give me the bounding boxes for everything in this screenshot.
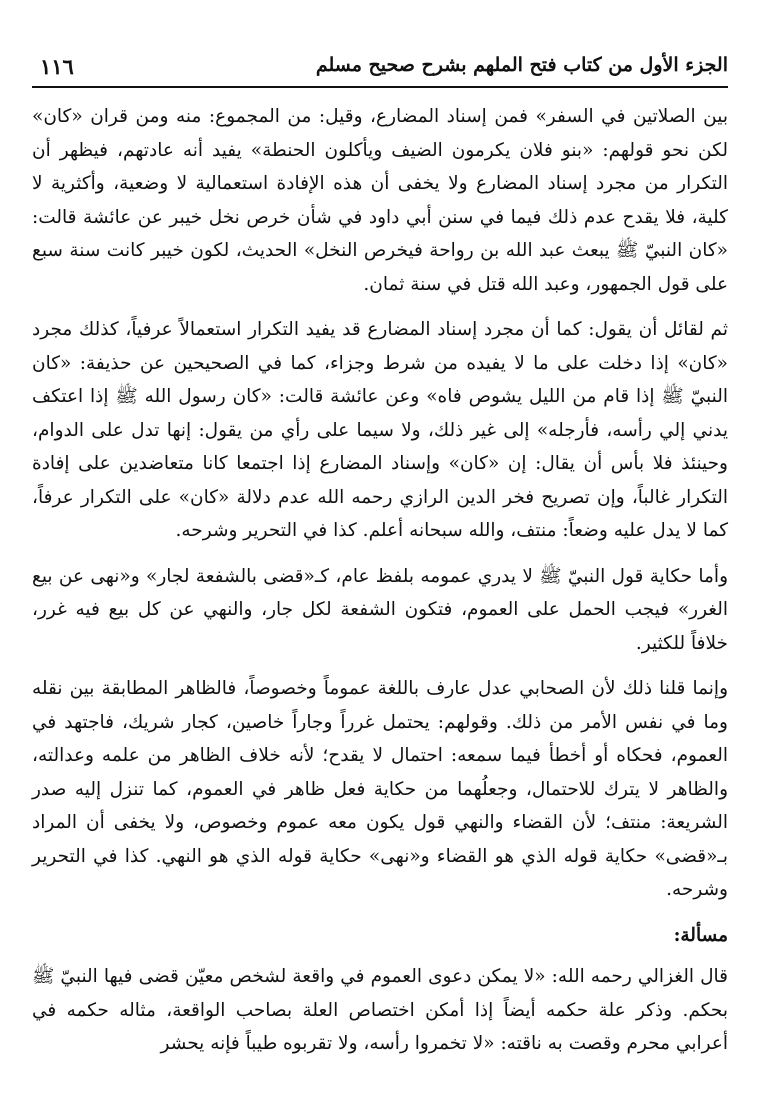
page-body xyxy=(32,100,728,1061)
paragraph: وأما حكاية قول النبيّ ﷺ لا يدري عمومه بلفظ عام، كـ«قضى بالشفعة لجار» و«نهى عن بيع الغرر» فيجب الحمل على العموم، فتكون الشفعة لكل جار، والنهي عن كل بيع فيه غرر، خلافاً للكثير. xyxy=(32,565,728,654)
paragraph: ثم لقائل أن يقول: كما أن مجرد إسناد المضارع قد يفيد التكرار استعمالاً عرفياً، كذلك مجرد «كان» إذا دخلت على ما لا يفيده من شرط وجزاء، كما في الصحيحين عن حذيفة: «كان النبيّ ﷺ إذا قام من الليل يشوص فاه» وعن عائشة قالت: «كان رسول الله ﷺ إذا اعتكف يدني إلي رأسه، فأرجله» إلى غير ذلك، ولا سيما على رأي من يقول: إنها تدل على الدوام، وحينئذ فلا بأس أن يقال: إن «كان» وإسناد المضارع إذا اجتمعا كانا متعاضدين على إفادة التكرار غالباً، وإن تصريح فخر الدين الرازي رحمه الله عدم دلالة «كان» على التكرار عرفاً، كما لا يدل عليه وضعاً: منتف، والله سبحانه أعلم. كذا في التحرير وشرحه. xyxy=(32,319,728,541)
paragraph: بين الصلاتين في السفر» فمن إسناد المضارع، وقيل: من المجموع: منه ومن قران «كان» لكن نحو قولهم: «بنو فلان يكرمون الضيف ويأكلون الحنطة» يفيد أنه عادتهم، فيظهر أن التكرار من مجرد إسناد المضارع ولا يخفى أن هذه الإفادة استعمالية لا وضعية، وأكثرية لا كلية، فلا يقدح عدم ذلك فيما في سنن أبي داود في شأن خرص نخل خيبر عن عائشة قالت: «كان النبيّ ﷺ يبعث عبد الله بن رواحة فيخرص النخل» الحديث، لكون خيبر كانت سنة سبع على قول الجمهور، وعبد الله قتل في سنة ثمان. xyxy=(32,106,728,295)
section-heading: مسألة: xyxy=(673,924,728,946)
running-title: الجزء الأول من كتاب فتح الملهم بشرح صحيح مسلم xyxy=(315,54,728,76)
paragraph: قال الغزالي رحمه الله: «لا يمكن دعوى العموم في واقعة لشخص معيّن قضى فيها النبيّ ﷺ بحكم. وذكر علة حكمه أيضاً إذا أمكن اختصاص العلة بصاحب الواقعة، مثاله حكمه في أعرابي محرم وقصت به ناقته: «لا تخمروا رأسه، ولا تقربوه طيباً فإنه يحشر xyxy=(32,966,728,1054)
paragraph: وإنما قلنا ذلك لأن الصحابي عدل عارف باللغة عموماً وخصوصاً، فالظاهر المطابقة بين نقله وما في نفس الأمر من ذلك. وقولهم: يحتمل غرراً وجاراً خاصين، كجار شريك، فاجتهد في العموم، فحكاه أو أخطأ فيما سمعه: احتمال لا يقدح؛ لأنه خلاف الظاهر من علمه وعدالته، والظاهر لا يترك للاحتمال، وجعلُهما من حكاية فعل ظاهر في العموم، كما تنزل إليه صدر الشريعة: منتف؛ لأن القضاء والنهي قول يكون معه عموم وخصوص، ولا يخفى أن المراد بـ«قضى» حكاية قوله الذي هو القضاء و«نهى» حكاية قوله الذي هو النهي. كذا في التحرير وشرحه. xyxy=(32,678,728,900)
page-header xyxy=(32,48,728,88)
page-number: ١١٦ xyxy=(40,54,74,79)
